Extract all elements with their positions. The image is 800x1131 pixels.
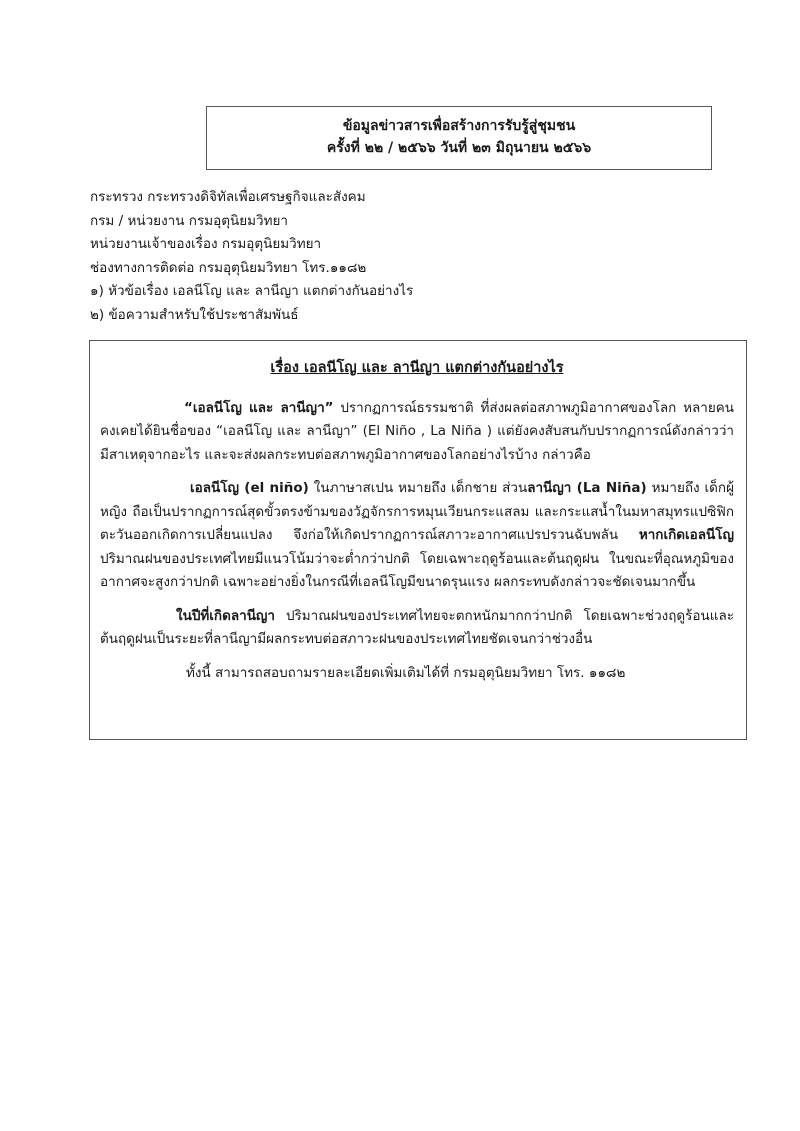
content-box — [89, 340, 747, 740]
meta-topic: ๑) หัวข้อเรื่อง เอลนีโญ และ ลานีญา แตกต่างกันอย่างไร — [90, 283, 414, 299]
lanina-bold: ลานีญา (La Niña) — [527, 480, 647, 496]
elnino-text-3: ปริมาณฝนของประเทศไทยมีแนวโน้มว่าจะต่ำกว่าปกติ โดยเฉพาะฤดูร้อนและต้นฤดูฝน ในขณะที่อุณหภูมิของอากาศจะสูงกว่าปกติ เฉพาะอย่างยิ่งในกรณีที่เอลนีโญมีขนาดรุนแรง ผลกระทบดังกล่าวจะชัดเจนมากขึ้น — [100, 550, 734, 590]
meta-contact: ช่องทางการติดต่อ กรมอุตุนิยมวิทยา โทร.๑๑๘๒ — [90, 259, 367, 276]
meta-block — [90, 186, 710, 327]
lanina-text: ปริมาณฝนของประเทศไทยจะตกหนักมากกว่าปกติ โดยเฉพาะช่วงฤดูร้อนและต้นฤดูฝนเป็นระยะที่ลานีญามีผลกระทบต่อสภาวะฝนของประเทศไทยชัดเจนกว่าช่วงอื่น — [100, 607, 734, 647]
paragraph-elnino — [100, 477, 734, 595]
meta-ministry: กระทรวง กระทรวงดิจิทัลเพื่อเศรษฐกิจและสังคม — [90, 189, 366, 205]
meta-message: ๒) ข้อความสำหรับใช้ประชาสัมพันธ์ — [90, 306, 299, 323]
lanina-year-bold: ในปีที่เกิดลานีญา — [176, 607, 276, 624]
elnino-text-2: หมายถึง เด็กผู้หญิง ถือเป็นปรากฏการณ์สุดขั้วตรงข้ามของวัฏจักรการหมุนเวียนกระแสลม และกระแสน้ำในมหาสมุทรแปซิฟิกตะวันออกเกิดการเปลี่ยนแปลง จึงก่อให้เกิดปรากฏการณ์สภาวะอากาศแปรปรวนฉับพลัน — [100, 480, 734, 543]
content-title: เรื่อง เอลนีโญ และ ลานีญา แตกต่างกันอย่างไร — [270, 360, 564, 376]
elnino-bold: เอลนีโญ (el niño) — [190, 480, 309, 496]
intro-text: ปรากฏการณ์ธรรมชาติ ที่ส่งผลต่อสภาพภูมิอากาศของโลก หลายคนคงเคยได้ยินชื่อของ “เอลนีโญ และ ลานีญา” (El Niño , La Niña ) แต่ยังคงสับสนกับปรากฏการณ์ดังกล่าวว่ามีสาเหตุจากอะไร และจะส่งผลกระทบต่อสภาพภูมิอากาศของโลกอย่างไรบ้าง กล่าวคือ — [100, 399, 734, 463]
header-title: ข้อมูลข่าวสารเพื่อสร้างการรับรู้สู่ชุมชน — [342, 118, 576, 134]
meta-department: กรม / หน่วยงาน กรมอุตุนิยมวิทยา — [90, 212, 288, 229]
header-box — [206, 106, 712, 170]
header-issue: ครั้งที่ ๒๒ / ๒๕๖๖ วันที่ ๒๓ มิถุนายน ๒๕๖๖ — [326, 140, 592, 156]
paragraph-contact: ทั้งนี้ สามารถสอบถามรายละเอียดเพิ่มเติมได้ที่ กรมอุตุนิยมวิทยา โทร. ๑๑๘๒ — [186, 664, 626, 681]
paragraph-intro — [100, 397, 734, 468]
paragraph-lanina — [100, 605, 734, 652]
elnino-effect-bold: หากเกิดเอลนีโญ — [638, 527, 734, 543]
elnino-text-1: ในภาษาสเปน หมายถึง เด็กชาย ส่วน — [308, 480, 528, 496]
intro-bold: “เอลนีโญ และ ลานีญา” — [184, 399, 334, 416]
meta-owner: หน่วยงานเจ้าของเรื่อง กรมอุตุนิยมวิทยา — [90, 236, 322, 252]
